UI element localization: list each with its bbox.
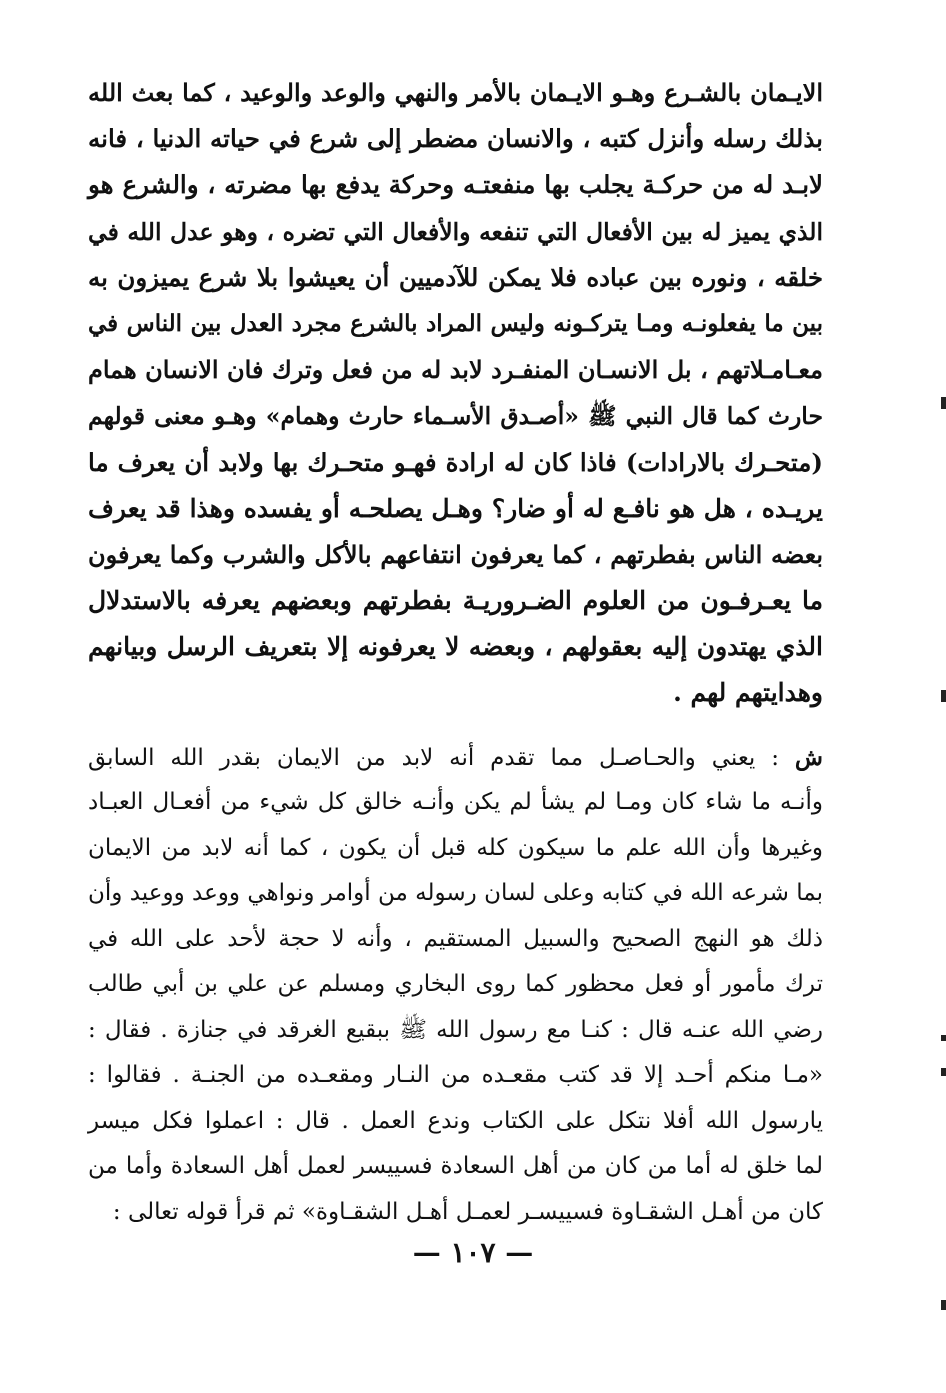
- commentary-line: ذلك هو النهج الصحيح والسبيل المستقيم ، وأنه لا حجة لأحد على الله في: [88, 925, 823, 952]
- commentary-first-line-text: : يعني والحـاصـل مما تقدم أنه لابد من الايمان بقدر الله السابق: [88, 744, 795, 771]
- page-number: — ١٠٧ —: [412, 1236, 534, 1269]
- main-text-line: معـامـلاتهم ، بل الانسـان المنفـرد لابد له من فعل وترك فان الانسان همام: [88, 355, 823, 385]
- commentary-marker: ش: [794, 743, 823, 771]
- main-text-line: لابـد له من حركـة يجلب بها منفعتـه وحركة يدفع بها مضرته ، والشرع هو: [88, 170, 823, 200]
- main-text-line: بعضه الناس بفطرتهم ، كما يعرفون انتفاعهم بالأكل والشرب وكما يعرفون: [88, 539, 823, 569]
- main-text-line: الايـمان بالشـرع وهـو الايـمان بالأمر والنهي والوعد والوعيد ، كما بعث الله: [88, 78, 823, 107]
- commentary-line: ترك مأمور أو فعل محظور كما روى البخاري ومسلم عن علي بن أبي طالب: [88, 971, 823, 998]
- commentary-line: وأنـه ما شاء كان ومـا لم يشأ لم يكن وأنـه خالق كل شيء من أفعـال العبـاد: [88, 789, 823, 816]
- main-text-line: خلقه ، ونوره بين عباده فلا يمكن للآدميين أن يعيشوا بلا شرع يميزون به: [88, 262, 823, 292]
- scan-edge-mark: [941, 1300, 946, 1310]
- commentary-line: كان من أهـل الشقـاوة فسييسـر لعمـل أهـل الشقـاوة» ثم قرأ قوله تعالى :: [112, 1198, 823, 1225]
- main-text-line: وهدايتهم لهم .: [673, 678, 823, 708]
- main-text-line: الذي يميز له بين الأفعال التي تنفعه والأفعال التي تضره ، وهو عدل الله في: [88, 217, 823, 246]
- commentary-block: [88, 735, 823, 1236]
- main-text-block: [88, 70, 823, 717]
- main-text-line: ما يعـرفـون من العلوم الضـروريـة بفطرتهم وبعضهم يعرفه بالاستدلال: [88, 586, 823, 616]
- commentary-line: يارسول الله أفلا نتكل على الكتاب وندع العمل . قال : اعملوا فكل ميسر: [88, 1107, 823, 1134]
- scan-edge-mark: [941, 1068, 946, 1076]
- main-text-line: بين ما يفعلونـه ومـا يتركـونه وليس المراد بالشرع مجرد العدل بين الناس في: [88, 309, 823, 337]
- scan-edge-mark: [941, 397, 946, 409]
- main-text-line: بذلك رسله وأنزل كتبه ، والانسان مضطر إلى شرع في حياته الدنيا ، فانه: [88, 124, 823, 154]
- main-text-line: (متحـرك بالارادات) فاذا كان له ارادة فهـو متحـرك بها ولابد أن يعرف ما: [88, 447, 823, 477]
- main-text-line: حارث كما قال النبي ﷺ «أصـدق الأسـماء حارث وهمام» وهـو معنى قولهم: [88, 402, 823, 431]
- commentary-first-line: [88, 735, 823, 781]
- scan-edge-mark: [941, 1035, 946, 1041]
- commentary-line: «مـا منكم أحـد إلا قد كتب مقعـده من النـار ومقعـده من الجنـة . فقالوا :: [88, 1062, 823, 1089]
- main-text-line: الذي يهتدون إليه بعقولهم ، وبعضه لا يعرفونه إلا بتعريف الرسل وبيانهم: [88, 632, 823, 662]
- page-body: [88, 70, 823, 1235]
- commentary-line: رضي الله عنـه قال : كنـا مع رسول الله ﷺ ببقيع الغرقد في جنازة . فقال :: [88, 1016, 823, 1043]
- commentary-line: بما شرعه الله في كتابه وعلى لسان رسوله من أوامر ونواهي ووعد ووعيد وأن: [88, 880, 823, 907]
- main-text-line: يريـده ، هل هو نافـع له أو ضار؟ وهـل يصلحـه أو يفسده وهذا قد يعرف: [88, 493, 823, 523]
- commentary-line: وغيرها وأن الله علم ما سيكون كله قبل أن يكون ، كما أنه لابد من الايمان: [88, 834, 823, 861]
- commentary-line: لما خلق له أما من كان من أهل السعادة فسييسر لعمل أهل السعادة وأما من: [88, 1153, 823, 1180]
- scan-edge-mark: [941, 690, 946, 702]
